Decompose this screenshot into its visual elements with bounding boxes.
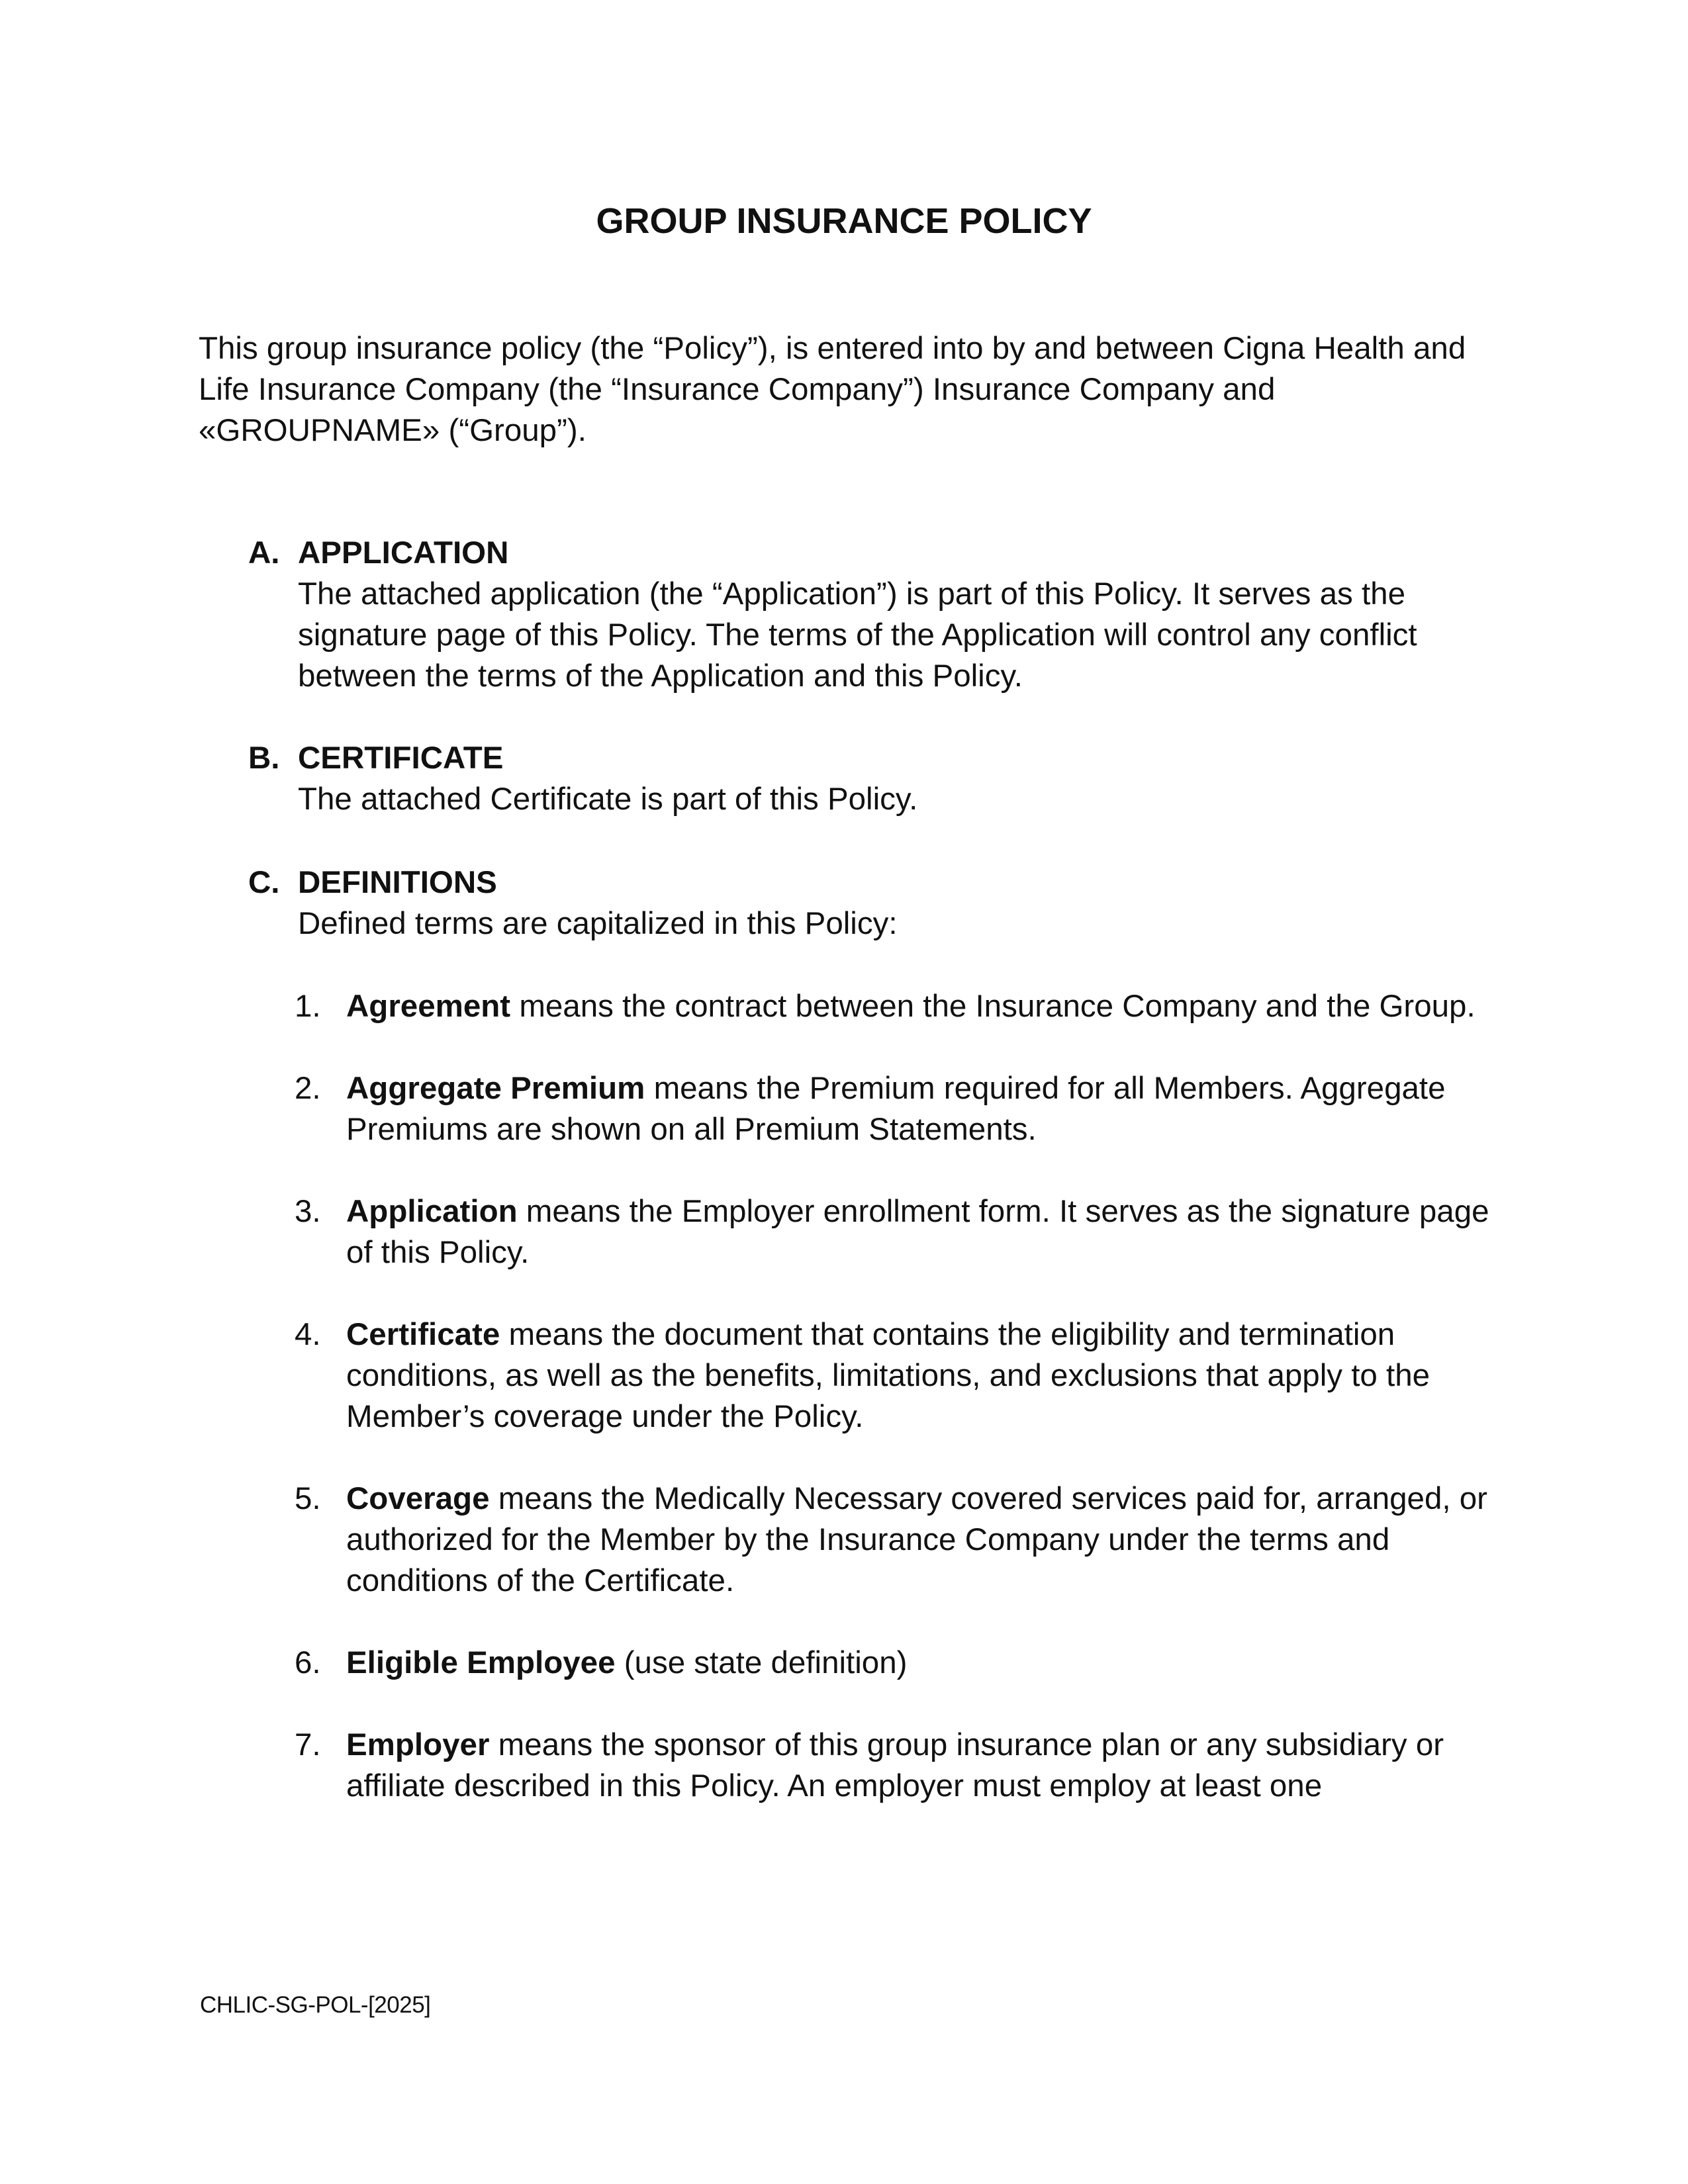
definition-term: Eligible Employee bbox=[346, 1645, 616, 1680]
definition-term: Agreement bbox=[346, 989, 511, 1024]
definition-number: 6. bbox=[295, 1645, 321, 1680]
definition-text: means the Premium required for all Members. Aggregate Premiums are shown on all Premium Statements. bbox=[346, 1071, 1446, 1147]
definition-term: Aggregate Premium bbox=[346, 1071, 645, 1106]
definition-text: means the sponsor of this group insurance plan or any subsidiary or affiliate described in this Policy. An employer must employ at least one bbox=[346, 1727, 1444, 1803]
definition-item bbox=[295, 1725, 1506, 1807]
definition-term: Application bbox=[346, 1194, 518, 1229]
definition-number: 5. bbox=[295, 1481, 321, 1516]
definition-item bbox=[295, 1191, 1506, 1273]
section-body: Defined terms are capitalized in this Policy: bbox=[298, 906, 898, 941]
section-heading: DEFINITIONS bbox=[298, 865, 497, 900]
definition-number: 7. bbox=[295, 1727, 321, 1762]
section-letter: B. bbox=[248, 741, 280, 776]
section-heading: APPLICATION bbox=[298, 535, 509, 570]
section-letter: C. bbox=[248, 865, 280, 900]
section-body: The attached Certificate is part of this Policy. bbox=[298, 782, 918, 817]
definition-term: Certificate bbox=[346, 1317, 500, 1352]
definition-text: (use state definition) bbox=[615, 1645, 908, 1680]
section-body: The attached application (the “Application”) is part of this Policy. It serves as the signature page of this Policy. The terms of the Application will control any conflict between the terms of the Application and this Policy. bbox=[298, 576, 1417, 694]
section-application bbox=[248, 533, 1506, 697]
definition-item bbox=[295, 986, 1506, 1027]
definition-term: Coverage bbox=[346, 1481, 490, 1516]
definition-number: 2. bbox=[295, 1071, 321, 1106]
definition-text: means the Medically Necessary covered services paid for, arranged, or authorized for the Member by the Insurance Company under the terms and conditions of the Certificate. bbox=[346, 1481, 1487, 1598]
definition-text: means the contract between the Insurance Company and the Group. bbox=[510, 989, 1476, 1024]
definition-text: means the document that contains the eligibility and termination conditions, as well as the benefits, limitations, and exclusions that apply to the Member’s coverage under the Policy. bbox=[346, 1317, 1430, 1434]
page-title: GROUP INSURANCE POLICY bbox=[596, 201, 1092, 241]
section-letter: A. bbox=[248, 535, 280, 570]
definition-number: 3. bbox=[295, 1194, 321, 1229]
definition-item bbox=[295, 1068, 1506, 1150]
definition-item bbox=[295, 1314, 1506, 1437]
definition-item bbox=[295, 1643, 1506, 1684]
definition-text: means the Employer enrollment form. It serves as the signature page of this Policy. bbox=[346, 1194, 1489, 1270]
document-code-footer: CHLIC-SG-POL-[2025] bbox=[200, 1992, 431, 2018]
section-definitions bbox=[248, 862, 1506, 944]
definition-item bbox=[295, 1479, 1506, 1602]
definition-number: 1. bbox=[295, 989, 321, 1024]
definition-number: 4. bbox=[295, 1317, 321, 1352]
section-certificate bbox=[248, 738, 1506, 820]
definitions-list bbox=[295, 986, 1506, 1848]
section-heading: CERTIFICATE bbox=[298, 741, 504, 776]
definition-term: Employer bbox=[346, 1727, 490, 1762]
intro-paragraph: This group insurance policy (the “Policy”), is entered into by and between Cigna Health and Life Insurance Company (the “Insurance Company”) Insurance Company and «GROUPNAME» (“Group”). bbox=[199, 331, 1466, 448]
